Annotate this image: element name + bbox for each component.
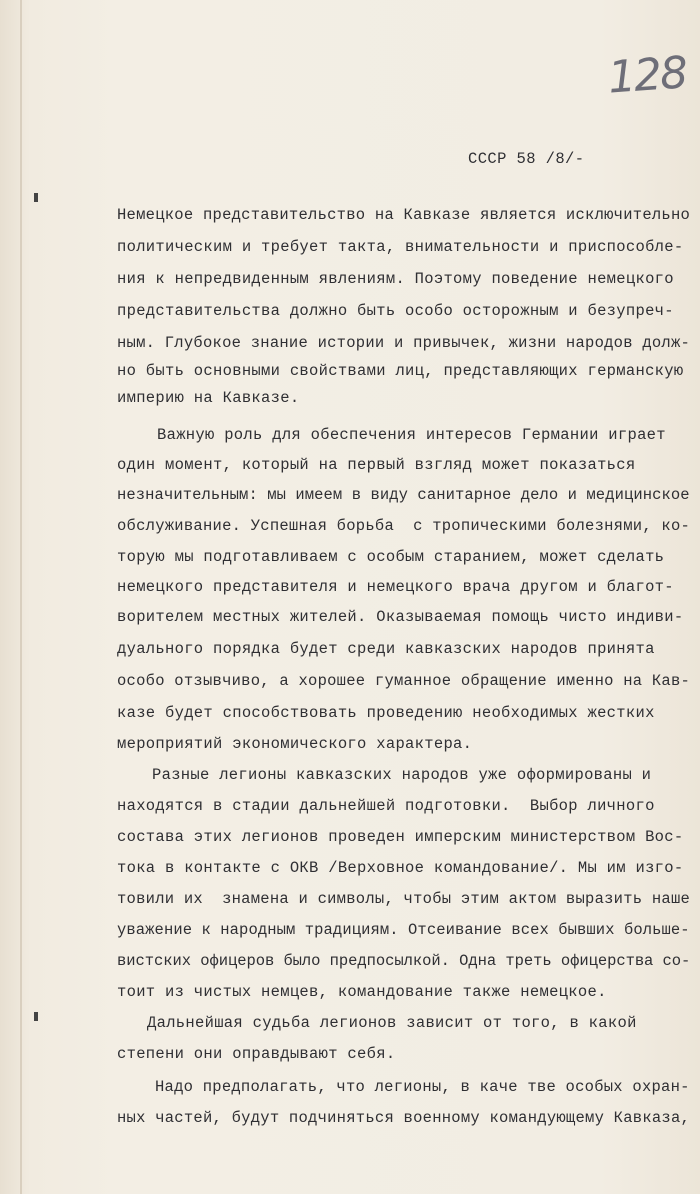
text-line: уважение к народным традициям. Отсеивание всех бывших больше- bbox=[117, 921, 690, 939]
text-line: тоит из чистых немцев, командование также немецкое. bbox=[117, 983, 607, 1001]
text-line: ным. Глубокое знание истории и привычек, жизни народов долж- bbox=[117, 334, 691, 352]
text-line: вистских офицеров было предпосылкой. Одна треть офицерства со- bbox=[117, 952, 691, 970]
document-reference: СССР 58 /8/- bbox=[468, 150, 585, 168]
text-line: ния к непредвиденным явлениям. Поэтому поведение немецкого bbox=[117, 270, 674, 288]
text-line: тока в контакте с ОКВ /Верховное командование/. Мы им изго- bbox=[117, 859, 684, 877]
text-line: политическим и требует такта, внимательности и приспособле- bbox=[117, 238, 684, 256]
text-line: находятся в стадии дальнейшей подготовки. Выбор личного bbox=[117, 797, 655, 815]
margin-mark bbox=[34, 1012, 38, 1021]
text-line: Разные легионы кавказских народов уже оформированы и bbox=[152, 766, 652, 784]
text-line: состава этих легионов проведен имперским министерством Вос- bbox=[117, 828, 684, 846]
text-line: один момент, который на первый взгляд может показаться bbox=[117, 456, 636, 474]
text-line: мероприятий экономического характера. bbox=[117, 735, 473, 753]
page-edge bbox=[20, 0, 22, 1194]
text-line: товили их знамена и символы, чтобы этим актом выразить наше bbox=[117, 890, 691, 908]
text-line: дуального порядка будет среди кавказских народов принята bbox=[117, 640, 655, 658]
text-line: империю на Кавказе. bbox=[117, 389, 300, 407]
text-line: торую мы подготавливаем с особым старанием, может сделать bbox=[117, 548, 665, 566]
text-line: ных частей, будут подчиняться военному командующему Кавказа, bbox=[117, 1109, 691, 1127]
text-line: особо отзывчиво, а хорошее гуманное обращение именно на Кав- bbox=[117, 672, 691, 690]
text-line: Немецкое представительство на Кавказе является исключительно bbox=[117, 206, 691, 224]
page-number: 128 bbox=[606, 47, 688, 104]
text-line: степени они оправдывают себя. bbox=[117, 1045, 396, 1063]
text-line: представительства должно быть особо осторожным и безупреч- bbox=[117, 302, 674, 320]
text-line: но быть основными свойствами лиц, представляющих германскую bbox=[117, 362, 684, 380]
text-line: Важную роль для обеспечения интересов Германии играет bbox=[157, 426, 666, 444]
text-line: казе будет способствовать проведению необходимых жестких bbox=[117, 704, 655, 722]
text-line: незначительным: мы имеем в виду санитарное дело и медицинское bbox=[117, 486, 690, 504]
text-line: немецкого представителя и немецкого врача другом и благот- bbox=[117, 578, 674, 596]
text-line: обслуживание. Успешная борьба с тропическими болезнями, ко- bbox=[117, 517, 691, 535]
margin-mark bbox=[34, 193, 38, 202]
text-line: Дальнейшая судьба легионов зависит от того, в какой bbox=[147, 1014, 637, 1032]
text-line: ворителем местных жителей. Оказываемая помощь чисто индиви- bbox=[117, 608, 684, 626]
text-line: Надо предполагать, что легионы, в каче тве особых охран- bbox=[155, 1078, 690, 1096]
